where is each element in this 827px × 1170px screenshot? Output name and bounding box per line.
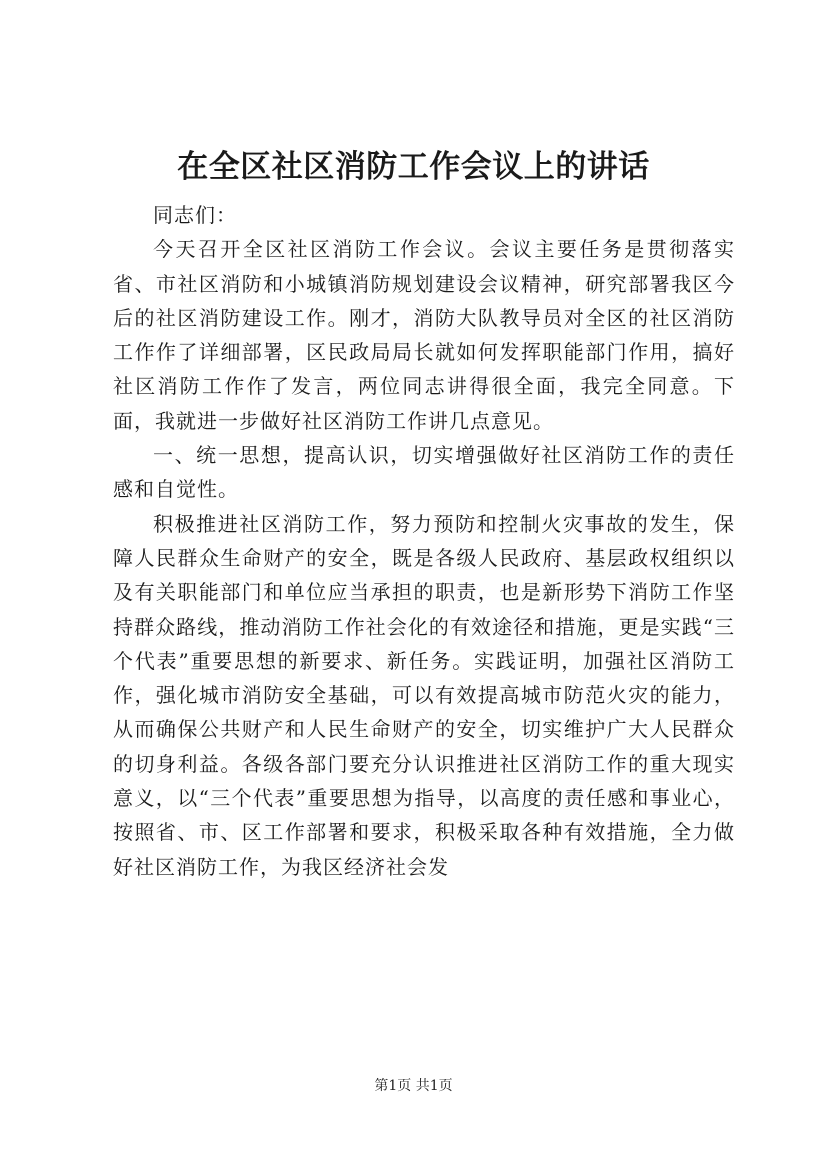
page-title: 在全区社区消防工作会议上的讲话 [177,149,650,185]
page-footer: 第1页 共1页 [374,1078,453,1094]
body-paragraph: 今天召开全区社区消防工作会议。会议主要任务是贯彻落实省、市社区消防和小城镇消防规划建设会议精神，研究部署我区今后的社区消防建设工作。刚才，消防大队教导员对全区的社区消防工作作了详细部署，区民政局局长就如何发挥职能部门作用，搞好社区消防工作作了发言，两位同志讲得很全面，我完全同意。下面，我就进一步做好社区消防工作讲几点意见。 [113,237,735,433]
body-paragraph: 积极推进社区消防工作，努力预防和控制火灾事故的发生，保障人民群众生命财产的安全，既是各级人民政府、基层政权组织以及有关职能部门和单位应当承担的职责，也是新形势下消防工作坚持群众路线，推动消防工作社会化的有效途径和措施，更是实践“三个代表”重要思想的新要求、新任务。实践证明，加强社区消防工作，强化城市消防安全基础，可以有效提高城市防范火灾的能力，从而确保公共财产和人民生命财产的安全，切实维护广大人民群众的切身利益。各级各部门要充分认识推进社区消防工作的重大现实意义，以“三个代表”重要思想为指导，以高度的责任感和事业心，按照省、市、区工作部署和要求，积极采取各种有效措施，全力做好社区消防工作，为我区经济社会发 [113,511,735,879]
section-heading: 一、统一思想，提高认识，切实增强做好社区消防工作的责任感和自觉性。 [113,443,735,502]
document-body [113,198,735,884]
salutation-paragraph: 同志们： [153,203,237,227]
